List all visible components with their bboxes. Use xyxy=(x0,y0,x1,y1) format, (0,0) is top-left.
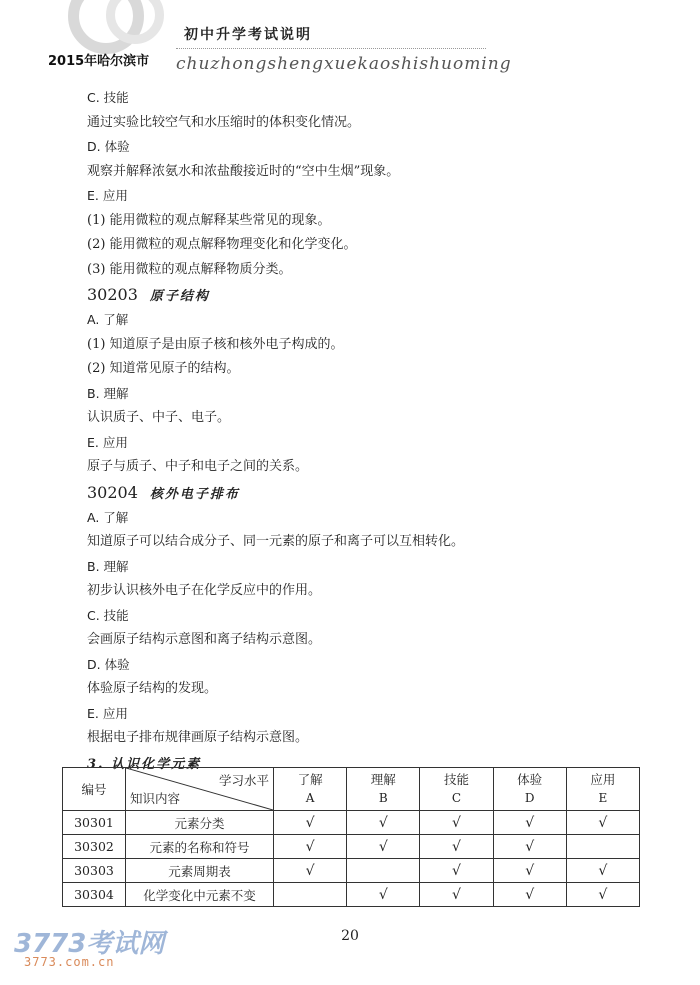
level-category: B. 理解 xyxy=(87,558,129,574)
check-mark: √ xyxy=(420,883,493,907)
body-text: 认识质子、中子、电子。 xyxy=(87,410,231,425)
element-knowledge-table xyxy=(62,767,640,907)
body-text: 体验原子结构的发现。 xyxy=(87,681,218,696)
row-content: 元素的名称和符号 xyxy=(126,835,274,859)
watermark-brand: 3773考试网 xyxy=(14,929,165,959)
body-text: 通过实验比较空气和水压缩时的体积变化情况。 xyxy=(87,114,361,130)
check-mark: √ xyxy=(274,859,347,883)
page-header xyxy=(0,0,700,80)
level-category: E. 应用 xyxy=(87,188,128,203)
body-text: 原子与质子、中子和电子之间的关系。 xyxy=(87,459,309,474)
level-category: E. 应用 xyxy=(87,705,128,721)
check-mark: √ xyxy=(347,811,420,835)
document-body xyxy=(87,86,647,777)
check-mark: √ xyxy=(274,811,347,835)
row-content: 元素周期表 xyxy=(126,859,274,883)
row-code: 30302 xyxy=(63,835,126,859)
header-level-c: 技能 C xyxy=(420,768,493,811)
section-heading xyxy=(87,282,647,308)
body-text: (1) 能用微粒的观点解释某些常见的现象。 xyxy=(87,212,331,228)
level-category: D. 体验 xyxy=(87,656,130,672)
level-category: C. 技能 xyxy=(87,607,129,623)
body-text: (3) 能用微粒的观点解释物质分类。 xyxy=(87,261,292,277)
body-text: 会画原子结构示意图和离子结构示意图。 xyxy=(87,632,322,647)
body-text: (2) 能用微粒的观点解释物理变化和化学变化。 xyxy=(87,237,357,252)
empty-cell xyxy=(274,883,347,907)
check-mark: √ xyxy=(420,859,493,883)
body-text: 根据电子排布规律画原子结构示意图。 xyxy=(87,730,309,745)
check-mark: √ xyxy=(493,835,566,859)
check-mark: √ xyxy=(566,859,639,883)
header-level-b: 理解 B xyxy=(347,768,420,811)
body-text: 初步认识核外电子在化学反应中的作用。 xyxy=(87,583,322,598)
header-level-d: 体验 D xyxy=(493,768,566,811)
check-mark: √ xyxy=(347,835,420,859)
section-code: 30203 xyxy=(87,285,138,304)
empty-cell xyxy=(566,835,639,859)
row-content: 化学变化中元素不变 xyxy=(126,883,274,907)
section-title: 核外电子排布 xyxy=(149,486,240,502)
header-level-e: 应用 E xyxy=(566,768,639,811)
body-text: 知道原子可以结合成分子、同一元素的原子和离子可以互相转化。 xyxy=(87,534,465,549)
check-mark: √ xyxy=(566,883,639,907)
table-row xyxy=(63,811,640,835)
level-category: A. 了解 xyxy=(87,312,129,327)
row-code: 30303 xyxy=(63,859,126,883)
section-title: 原子结构 xyxy=(149,289,210,304)
section-code: 30204 xyxy=(87,482,138,502)
check-mark: √ xyxy=(493,811,566,835)
check-mark: √ xyxy=(420,811,493,835)
level-category: A. 了解 xyxy=(87,509,129,525)
header-code: 编号 xyxy=(63,768,126,811)
level-category: B. 理解 xyxy=(87,385,129,401)
body-text: (1) 知道原子是由原子核和核外电子构成的。 xyxy=(87,336,344,352)
header-level-a: 了解 A xyxy=(274,768,347,811)
subsection-heading: 3. 认识化学元素 xyxy=(87,756,202,772)
table-row xyxy=(63,859,640,883)
body-text: 观察并解释浓氨水和浓盐酸接近时的“空中生烟”现象。 xyxy=(87,163,400,179)
check-mark: √ xyxy=(347,883,420,907)
row-code: 30301 xyxy=(63,811,126,835)
table-header-row xyxy=(63,768,640,811)
body-text: (2) 知道常见原子的结构。 xyxy=(87,361,240,376)
empty-cell xyxy=(347,859,420,883)
check-mark: √ xyxy=(420,835,493,859)
header-divider xyxy=(176,48,486,49)
level-category: D. 体验 xyxy=(87,139,130,154)
header-pinyin: chuzhongshengxuekaoshishuoming xyxy=(176,54,512,74)
level-category: E. 应用 xyxy=(87,434,128,450)
row-code: 30304 xyxy=(63,883,126,907)
watermark-url: 3773.com.cn xyxy=(24,955,115,969)
header-diagonal-cell xyxy=(126,768,274,811)
page-number: 20 xyxy=(341,928,359,944)
table-row xyxy=(63,883,640,907)
check-mark: √ xyxy=(493,859,566,883)
header-content-label: 知识内容 xyxy=(130,791,181,806)
table-row xyxy=(63,835,640,859)
level-category: C. 技能 xyxy=(87,90,129,105)
check-mark: √ xyxy=(493,883,566,907)
header-title: 初中升学考试说明 xyxy=(184,27,312,43)
header-level-label: 学习水平 xyxy=(218,773,269,788)
row-content: 元素分类 xyxy=(126,811,274,835)
header-year-city: 2015年哈尔滨市 xyxy=(48,54,150,69)
check-mark: √ xyxy=(274,835,347,859)
section-heading xyxy=(87,480,647,506)
check-mark: √ xyxy=(566,811,639,835)
